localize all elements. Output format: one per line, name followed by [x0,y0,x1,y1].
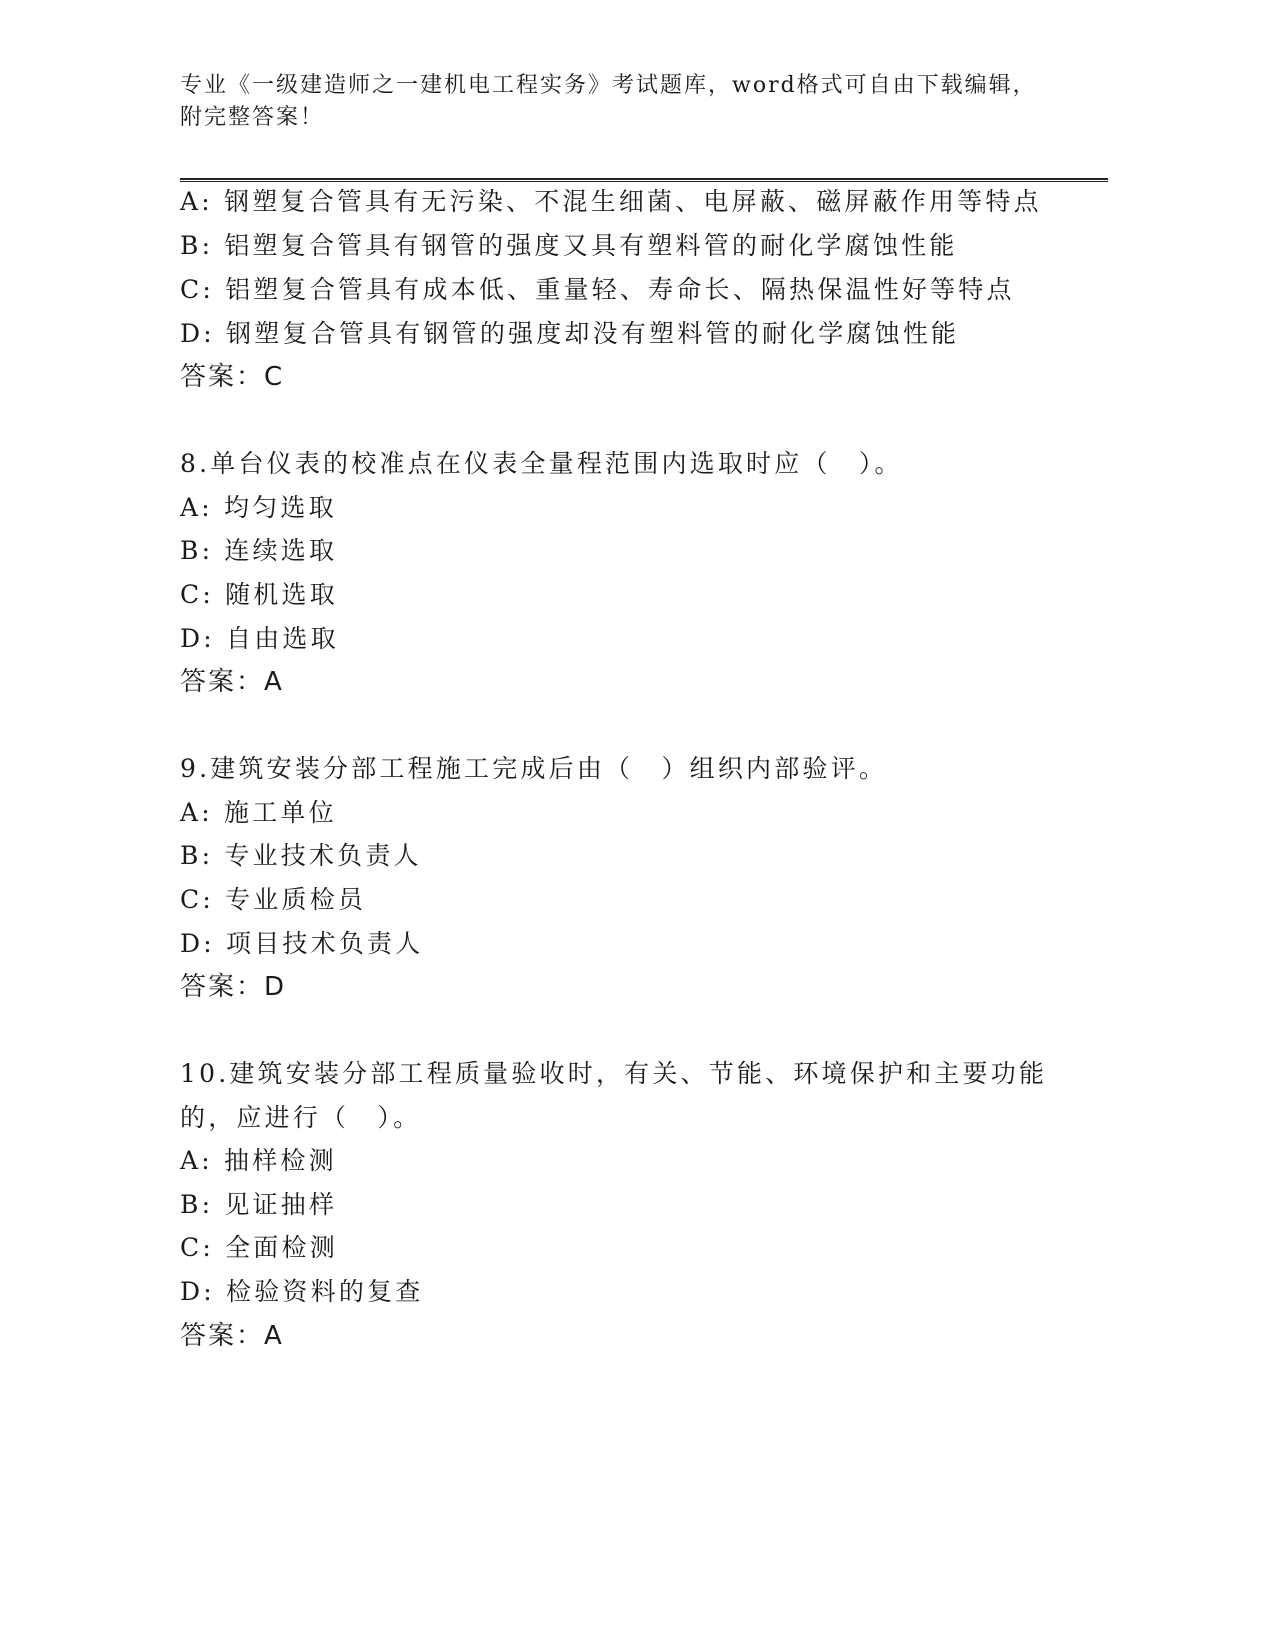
q8-option-d: D: 自由选取 [180,624,339,653]
q7-option-b: B: 铝塑复合管具有钢管的强度又具有塑料管的耐化学腐蚀性能 [180,231,958,260]
header-divider [180,178,1108,182]
q8-option-c: C: 随机选取 [180,580,338,609]
q10-answer: 答案：A [180,1321,284,1351]
q7-option-d: D: 钢塑复合管具有钢管的强度却没有塑料管的耐化学腐蚀性能 [180,319,960,348]
q9-option-b: B: 专业技术负责人 [180,841,422,870]
q10-option-b: B: 见证抽样 [180,1190,338,1219]
q10-question: 10.建筑安装分部工程质量验收时，有关、节能、环境保护和主要功能的，应进行（ ）。 [180,1059,1048,1132]
q8-option-b: B: 连续选取 [180,536,338,565]
q7-option-c: C: 铝塑复合管具有成本低、重量轻、寿命长、隔热保温性好等特点 [180,275,1015,304]
q10-option-d: D: 检验资料的复查 [180,1277,424,1306]
q8-option-a: A: 均匀选取 [180,493,337,522]
q9-question: 9.建筑安装分部工程施工完成后由（ ）组织内部验评。 [180,754,888,783]
q8-question: 8.单台仪表的校准点在仪表全量程范围内选取时应（ ）。 [180,449,903,478]
q9-answer: 答案：D [180,972,287,1002]
q9-option-d: D: 项目技术负责人 [180,929,424,958]
q9-option-a: A: 施工单位 [180,798,337,827]
q7-option-a: A: 钢塑复合管具有无污染、不混生细菌、电屏蔽、磁屏蔽作用等特点 [180,187,1042,216]
q7-answer: 答案：C [180,362,285,392]
document-header: 专业《一级建造师之一建机电工程实务》考试题库，word格式可自由下载编辑，附完整答案！ [180,73,1037,130]
q10-option-c: C: 全面检测 [180,1233,338,1262]
q10-option-a: A: 抽样检测 [180,1146,337,1175]
q9-option-c: C: 专业质检员 [180,885,367,914]
q8-answer: 答案：A [180,667,284,697]
